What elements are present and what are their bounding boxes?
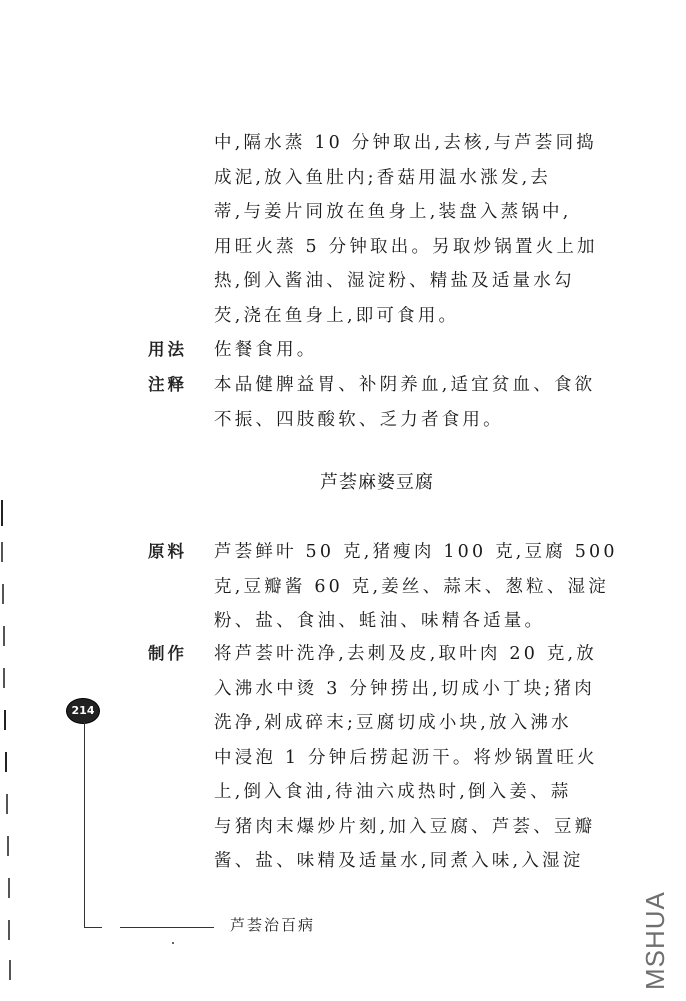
text-line: 成泥,放入鱼肚内;香菇用温水涨发,去 [214,167,552,188]
text-line: 入沸水中烫 3 分钟捞出,切成小丁块;猪肉 [214,678,595,699]
text-line: 热,倒入酱油、湿淀粉、精盐及适量水勾 [214,271,575,291]
text-line: 不振、四肢酸软、乏力者食用。 [214,409,504,430]
text-line: 中,隔水蒸 10 分钟取出,去核,与芦荟同捣 [214,133,597,153]
text-line: 上,倒入食油,待油六成热时,倒入姜、蒜 [214,782,572,802]
recipe-title: 芦荟麻婆豆腐 [320,472,434,493]
text-line: 蒂,与姜片同放在鱼身上,装盘入蒸锅中, [214,202,572,222]
scan-speck [172,942,174,944]
text-line: 洗净,剁成碎末;豆腐切成小块,放入沸水 [214,713,572,733]
text-line: 克,豆瓣酱 60 克,姜丝、蒜末、葱粒、湿淀 [214,576,609,597]
text-line: 芡,浇在鱼身上,即可食用。 [214,305,460,326]
notes-label: 注释 [148,375,187,394]
text-line: 本品健脾益胃、补阴养血,适宜贫血、食欲 [214,375,596,395]
ingredients-label: 原料 [148,542,187,561]
text-line: 用旺火蒸 5 分钟取出。另取炒锅置火上加 [214,236,598,257]
usage-label: 用法 [148,340,187,359]
text-line: 与猪肉末爆炒片刻,加入豆腐、芦荟、豆瓣 [214,816,596,837]
text-line: 粉、盐、食油、蚝油、味精各适量。 [214,611,546,631]
margin-rule-vertical [84,722,85,928]
text-line: 酱、盐、味精及适量水,同煮入味,入湿淀 [214,851,584,871]
binding-edge-marks [0,500,14,1000]
text-line: 将芦荟叶洗净,去刺及皮,取叶肉 20 克,放 [214,644,597,664]
text-line: 芦荟鲜叶 50 克,猪瘦肉 100 克,豆腐 500 [214,542,618,562]
preparation-label: 制作 [148,644,187,663]
method-continuation [214,126,606,333]
margin-rule-horizontal [84,927,214,928]
text-line: 佐餐食用。 [214,340,318,360]
page-number-badge: 214 [66,698,100,724]
text-line: 中浸泡 1 分钟后捞起沥干。将炒锅置旺火 [214,747,598,768]
footer-book-title: 芦荟治百病 [230,916,316,934]
watermark: MSHUA [640,891,670,990]
